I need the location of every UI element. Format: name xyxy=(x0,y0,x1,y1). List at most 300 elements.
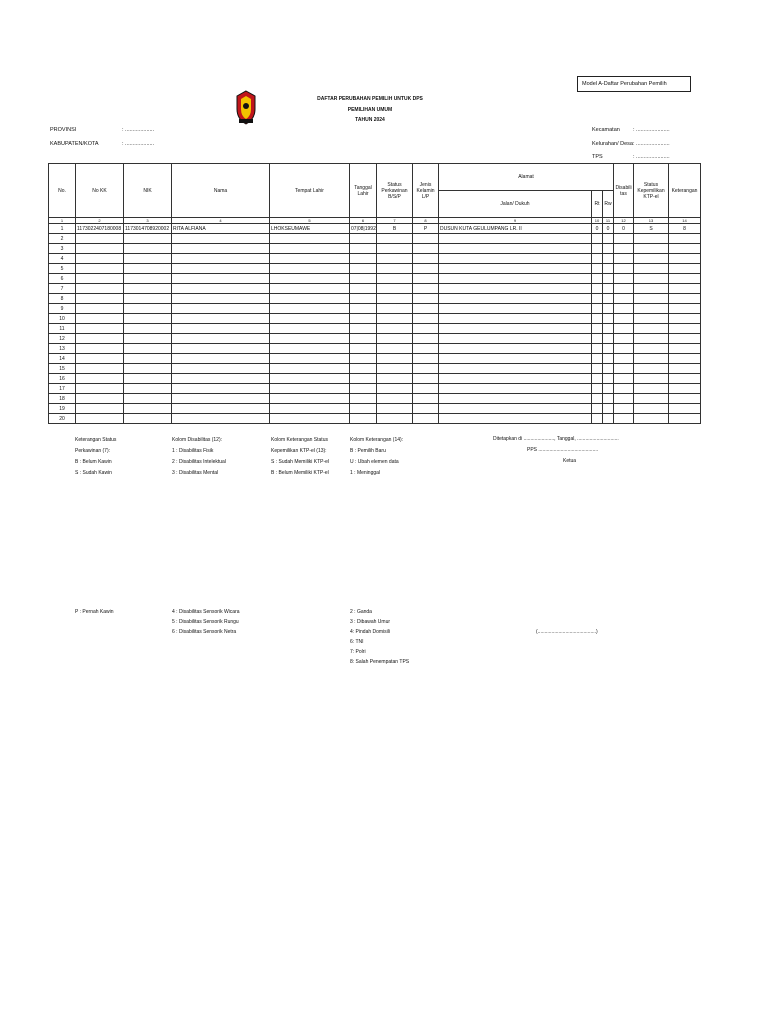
cell-rt: 0 xyxy=(592,224,603,234)
kelurahan-label: Kelurahan/ Desa xyxy=(592,141,633,147)
cell-tanggal-lahir xyxy=(350,374,377,384)
column-number: 3 xyxy=(124,218,172,224)
cell-nama xyxy=(172,324,270,334)
cell-rw xyxy=(603,264,614,274)
table-row xyxy=(49,374,701,384)
cell-nama xyxy=(172,234,270,244)
legend-line: 5 : Disabilitas Sensorik Rungu xyxy=(172,619,239,625)
cell-nik xyxy=(124,294,172,304)
table-row xyxy=(49,284,701,294)
column-number: 12 xyxy=(614,218,634,224)
cell-dis xyxy=(614,304,634,314)
cell-no: 18 xyxy=(49,394,76,404)
cell-tempat-lahir xyxy=(270,304,350,314)
cell-tempat-lahir xyxy=(270,394,350,404)
header-no: No. xyxy=(49,164,76,218)
cell-ktp xyxy=(634,344,669,354)
table-row xyxy=(49,344,701,354)
cell-ket xyxy=(669,304,701,314)
kecamatan-label: Kecamatan xyxy=(592,127,620,133)
cell-jalan xyxy=(439,364,592,374)
cell-dis xyxy=(614,254,634,264)
cell-dis xyxy=(614,234,634,244)
cell-status xyxy=(377,244,413,254)
voter-change-table xyxy=(48,163,701,424)
cell-jalan xyxy=(439,334,592,344)
cell-no-kk xyxy=(76,244,124,254)
cell-ket xyxy=(669,334,701,344)
legend-line: 8: Salah Penempatan TPS xyxy=(350,659,410,665)
legend-line: 6 : Disabilitas Sensorik Netra xyxy=(172,629,237,635)
cell-tempat-lahir xyxy=(270,234,350,244)
cell-rw xyxy=(603,234,614,244)
cell-no: 13 xyxy=(49,344,76,354)
cell-jalan xyxy=(439,284,592,294)
cell-jalan xyxy=(439,314,592,324)
cell-tempat-lahir xyxy=(270,294,350,304)
cell-status xyxy=(377,374,413,384)
ditetapkan-line: Ditetapkan di ......................, Tanggal, .............................. xyxy=(493,436,619,442)
cell-status xyxy=(377,264,413,274)
cell-ktp xyxy=(634,384,669,394)
cell-jk xyxy=(413,274,439,284)
cell-ket xyxy=(669,294,701,304)
cell-no: 2 xyxy=(49,234,76,244)
legend-line: 6: TNI xyxy=(350,639,364,645)
cell-rw xyxy=(603,364,614,374)
cell-jalan xyxy=(439,374,592,384)
column-number: 5 xyxy=(270,218,350,224)
table-row xyxy=(49,364,701,374)
cell-tanggal-lahir xyxy=(350,354,377,364)
table-row xyxy=(49,384,701,394)
header-tempat-lahir: Tempat Lahir xyxy=(270,164,350,218)
cell-rw xyxy=(603,404,614,414)
kpu-logo xyxy=(233,89,259,127)
pps-line: PPS ........................................... xyxy=(527,447,599,453)
cell-rw xyxy=(603,374,614,384)
table-row xyxy=(49,224,701,234)
table-row xyxy=(49,254,701,264)
legend-line: P : Pernah Kawin xyxy=(75,609,114,615)
cell-ket xyxy=(669,404,701,414)
cell-jalan xyxy=(439,244,592,254)
cell-rt xyxy=(592,284,603,294)
cell-ktp xyxy=(634,334,669,344)
kelurahan-value: : ...................... xyxy=(633,141,670,147)
cell-tanggal-lahir xyxy=(350,274,377,284)
cell-status xyxy=(377,284,413,294)
cell-tanggal-lahir xyxy=(350,294,377,304)
table-row xyxy=(49,414,701,424)
tps-value: : ...................... xyxy=(633,154,670,160)
legend-line: Kepemilikan KTP-el (13): xyxy=(271,448,327,454)
cell-no: 16 xyxy=(49,374,76,384)
legend-line: Keterangan Status xyxy=(75,437,117,443)
cell-jk: P xyxy=(413,224,439,234)
cell-tempat-lahir xyxy=(270,324,350,334)
header-status-ktp: Status Kepemilikan KTP-el xyxy=(634,164,669,218)
cell-rw xyxy=(603,294,614,304)
cell-jk xyxy=(413,244,439,254)
cell-no-kk xyxy=(76,264,124,274)
cell-no-kk xyxy=(76,304,124,314)
cell-no: 19 xyxy=(49,404,76,414)
cell-dis xyxy=(614,284,634,294)
cell-nama xyxy=(172,334,270,344)
cell-jalan xyxy=(439,234,592,244)
cell-rt xyxy=(592,314,603,324)
cell-ktp xyxy=(634,314,669,324)
cell-nama xyxy=(172,344,270,354)
cell-nama xyxy=(172,404,270,414)
legend-line: 4 : Disabilitas Sensorik Wicara xyxy=(172,609,240,615)
cell-rw xyxy=(603,284,614,294)
cell-nama xyxy=(172,384,270,394)
cell-status xyxy=(377,354,413,364)
cell-ket xyxy=(669,364,701,374)
table-row xyxy=(49,354,701,364)
legend-line: B : Belum Memiliki KTP-el xyxy=(271,470,329,476)
cell-tempat-lahir xyxy=(270,284,350,294)
cell-nama xyxy=(172,274,270,284)
cell-no-kk xyxy=(76,374,124,384)
cell-nama xyxy=(172,354,270,364)
cell-no: 6 xyxy=(49,274,76,284)
cell-rw: 0 xyxy=(603,224,614,234)
cell-jk xyxy=(413,264,439,274)
cell-status xyxy=(377,274,413,284)
cell-no-kk xyxy=(76,394,124,404)
cell-rt xyxy=(592,294,603,304)
cell-jk xyxy=(413,364,439,374)
cell-jk xyxy=(413,334,439,344)
cell-ktp xyxy=(634,244,669,254)
table-row xyxy=(49,304,701,314)
cell-jk xyxy=(413,294,439,304)
cell-tanggal-lahir xyxy=(350,284,377,294)
cell-tempat-lahir xyxy=(270,384,350,394)
cell-dis xyxy=(614,314,634,324)
cell-status xyxy=(377,344,413,354)
cell-jk xyxy=(413,414,439,424)
cell-no: 8 xyxy=(49,294,76,304)
cell-nama xyxy=(172,254,270,264)
cell-dis xyxy=(614,354,634,364)
cell-rt xyxy=(592,384,603,394)
header-tanggal-lahir: Tanggal Lahir xyxy=(350,164,377,218)
cell-no-kk xyxy=(76,254,124,264)
column-number: 10 xyxy=(592,218,603,224)
cell-rw xyxy=(603,304,614,314)
cell-tempat-lahir xyxy=(270,274,350,284)
cell-no: 17 xyxy=(49,384,76,394)
cell-status xyxy=(377,334,413,344)
cell-nik xyxy=(124,264,172,274)
cell-no-kk xyxy=(76,414,124,424)
cell-nik xyxy=(124,324,172,334)
header-nama: Nama xyxy=(172,164,270,218)
cell-ktp xyxy=(634,414,669,424)
cell-tempat-lahir xyxy=(270,374,350,384)
cell-jalan xyxy=(439,294,592,304)
cell-tanggal-lahir xyxy=(350,334,377,344)
title-line-2: PEMILIHAN UMUM xyxy=(347,107,393,113)
legend-line: Kolom Keterangan Status xyxy=(271,437,328,443)
cell-rt xyxy=(592,264,603,274)
cell-dis xyxy=(614,404,634,414)
cell-ktp xyxy=(634,364,669,374)
kabupaten-label: KABUPATEN/KOTA xyxy=(50,141,99,147)
table-row xyxy=(49,274,701,284)
cell-tempat-lahir xyxy=(270,344,350,354)
cell-rw xyxy=(603,384,614,394)
legend-line: Perkawinan (7): xyxy=(75,448,111,454)
cell-no: 11 xyxy=(49,324,76,334)
cell-tanggal-lahir xyxy=(350,384,377,394)
cell-ktp xyxy=(634,294,669,304)
cell-rt xyxy=(592,234,603,244)
cell-no-kk xyxy=(76,354,124,364)
cell-tanggal-lahir xyxy=(350,344,377,354)
cell-rt xyxy=(592,354,603,364)
cell-status xyxy=(377,384,413,394)
cell-no: 10 xyxy=(49,314,76,324)
cell-nik: 1173014708920002 xyxy=(124,224,172,234)
cell-ket xyxy=(669,264,701,274)
cell-jk xyxy=(413,254,439,264)
cell-dis xyxy=(614,244,634,254)
cell-no: 14 xyxy=(49,354,76,364)
cell-nama xyxy=(172,394,270,404)
cell-ket xyxy=(669,314,701,324)
legend-line: 1 : Meninggal xyxy=(350,470,381,476)
cell-tempat-lahir xyxy=(270,314,350,324)
header-rt: Rt xyxy=(592,191,603,218)
cell-tanggal-lahir xyxy=(350,264,377,274)
cell-tanggal-lahir xyxy=(350,254,377,264)
cell-jk xyxy=(413,404,439,414)
cell-rt xyxy=(592,414,603,424)
cell-rt xyxy=(592,324,603,334)
table-row xyxy=(49,324,701,334)
legend-line: 2 : Disabilitas Intelektual xyxy=(172,459,226,465)
column-number: 6 xyxy=(350,218,377,224)
column-number: 9 xyxy=(439,218,592,224)
cell-ket xyxy=(669,374,701,384)
cell-jk xyxy=(413,394,439,404)
cell-rt xyxy=(592,394,603,404)
cell-no: 9 xyxy=(49,304,76,314)
cell-rt xyxy=(592,334,603,344)
model-label-box: Model A-Daftar Perubahan Pemilih xyxy=(577,76,691,92)
legend-line: 1 : Disabilitas Fisik xyxy=(172,448,214,454)
cell-no-kk xyxy=(76,364,124,374)
kabupaten-value: : ................... xyxy=(122,141,155,147)
cell-no: 15 xyxy=(49,364,76,374)
cell-rt xyxy=(592,374,603,384)
table-row xyxy=(49,264,701,274)
cell-ktp xyxy=(634,354,669,364)
cell-ket: 8 xyxy=(669,224,701,234)
cell-no-kk xyxy=(76,294,124,304)
cell-dis xyxy=(614,294,634,304)
table-row xyxy=(49,234,701,244)
cell-nik xyxy=(124,244,172,254)
cell-nik xyxy=(124,314,172,324)
cell-tempat-lahir xyxy=(270,254,350,264)
cell-tanggal-lahir xyxy=(350,304,377,314)
cell-tempat-lahir: LHOKSEUMAWE xyxy=(270,224,350,234)
cell-dis: 0 xyxy=(614,224,634,234)
column-number: 8 xyxy=(413,218,439,224)
cell-tempat-lahir xyxy=(270,354,350,364)
cell-nik xyxy=(124,304,172,314)
cell-jalan xyxy=(439,324,592,334)
cell-rw xyxy=(603,254,614,264)
cell-nik xyxy=(124,274,172,284)
cell-tanggal-lahir xyxy=(350,364,377,374)
cell-rt xyxy=(592,244,603,254)
cell-no-kk xyxy=(76,314,124,324)
column-number: 7 xyxy=(377,218,413,224)
cell-tanggal-lahir xyxy=(350,244,377,254)
cell-no: 5 xyxy=(49,264,76,274)
cell-ket xyxy=(669,284,701,294)
cell-nik xyxy=(124,374,172,384)
title-line-3: TAHUN 2024 xyxy=(355,117,385,123)
cell-status xyxy=(377,294,413,304)
cell-nik xyxy=(124,344,172,354)
cell-rw xyxy=(603,334,614,344)
column-number: 4 xyxy=(172,218,270,224)
column-number: 2 xyxy=(76,218,124,224)
cell-tanggal-lahir xyxy=(350,414,377,424)
cell-nama xyxy=(172,264,270,274)
cell-rt xyxy=(592,404,603,414)
cell-jalan xyxy=(439,414,592,424)
cell-dis xyxy=(614,414,634,424)
cell-status xyxy=(377,404,413,414)
kecamatan-value: : ...................... xyxy=(633,127,670,133)
cell-rw xyxy=(603,414,614,424)
cell-status: B xyxy=(377,224,413,234)
cell-dis xyxy=(614,264,634,274)
legend-line: B : Pemilih Baru xyxy=(350,448,386,454)
cell-dis xyxy=(614,374,634,384)
cell-nama xyxy=(172,414,270,424)
cell-no: 12 xyxy=(49,334,76,344)
header-nik: NIK xyxy=(124,164,172,218)
legend-line: 2 : Ganda xyxy=(350,609,372,615)
cell-tempat-lahir xyxy=(270,404,350,414)
cell-nik xyxy=(124,404,172,414)
cell-nama xyxy=(172,314,270,324)
cell-jk xyxy=(413,284,439,294)
legend-line: U : Ubah elemen data xyxy=(350,459,399,465)
cell-jk xyxy=(413,384,439,394)
cell-no: 20 xyxy=(49,414,76,424)
cell-tanggal-lahir xyxy=(350,314,377,324)
cell-no: 4 xyxy=(49,254,76,264)
cell-dis xyxy=(614,274,634,284)
provinsi-label: PROVINSI xyxy=(50,127,77,133)
cell-rt xyxy=(592,304,603,314)
cell-ket xyxy=(669,254,701,264)
cell-ket xyxy=(669,234,701,244)
cell-jk xyxy=(413,344,439,354)
cell-dis xyxy=(614,384,634,394)
cell-jk xyxy=(413,324,439,334)
cell-status xyxy=(377,314,413,324)
cell-rt xyxy=(592,364,603,374)
cell-nik xyxy=(124,234,172,244)
cell-no-kk xyxy=(76,234,124,244)
column-number: 13 xyxy=(634,218,669,224)
cell-jalan xyxy=(439,394,592,404)
cell-ktp xyxy=(634,324,669,334)
cell-no-kk xyxy=(76,274,124,284)
table-row xyxy=(49,314,701,324)
cell-jk xyxy=(413,234,439,244)
cell-tanggal-lahir xyxy=(350,324,377,334)
cell-nik xyxy=(124,364,172,374)
column-number: 11 xyxy=(603,218,614,224)
cell-ktp xyxy=(634,234,669,244)
cell-rw xyxy=(603,354,614,364)
cell-tempat-lahir xyxy=(270,364,350,374)
cell-dis xyxy=(614,394,634,404)
header-no-kk: No KK xyxy=(76,164,124,218)
cell-tanggal-lahir: 07|08|1992 xyxy=(351,225,376,232)
legend-line: B : Belum Kawin xyxy=(75,459,112,465)
cell-jalan xyxy=(439,254,592,264)
cell-nama xyxy=(172,304,270,314)
cell-status xyxy=(377,254,413,264)
cell-ktp: S xyxy=(634,224,669,234)
cell-jalan xyxy=(439,354,592,364)
cell-nik xyxy=(124,384,172,394)
cell-no-kk xyxy=(76,324,124,334)
cell-rt xyxy=(592,254,603,264)
cell-ktp xyxy=(634,274,669,284)
cell-tempat-lahir xyxy=(270,264,350,274)
cell-rw xyxy=(603,394,614,404)
header-alamat: Alamat xyxy=(439,164,614,191)
cell-nik xyxy=(124,394,172,404)
cell-tempat-lahir xyxy=(270,414,350,424)
cell-ket xyxy=(669,414,701,424)
cell-rw xyxy=(603,274,614,284)
cell-nama: RITA ALFIANA xyxy=(172,224,270,234)
cell-no-kk xyxy=(76,284,124,294)
cell-nik xyxy=(124,354,172,364)
cell-nama xyxy=(172,284,270,294)
cell-ket xyxy=(669,324,701,334)
cell-rw xyxy=(603,314,614,324)
cell-nama xyxy=(172,374,270,384)
header-disabilitas: Disabili tas xyxy=(614,164,634,218)
legend-line: Kolom Keterangan (14): xyxy=(350,437,404,443)
cell-jalan xyxy=(439,384,592,394)
cell-dis xyxy=(614,344,634,354)
legend-line: 3 : Dibawah Umur xyxy=(350,619,391,625)
cell-rw xyxy=(603,244,614,254)
cell-dis xyxy=(614,334,634,344)
cell-ket xyxy=(669,394,701,404)
legend-line: 3 : Disabilitas Mental xyxy=(172,470,219,476)
cell-jalan xyxy=(439,304,592,314)
